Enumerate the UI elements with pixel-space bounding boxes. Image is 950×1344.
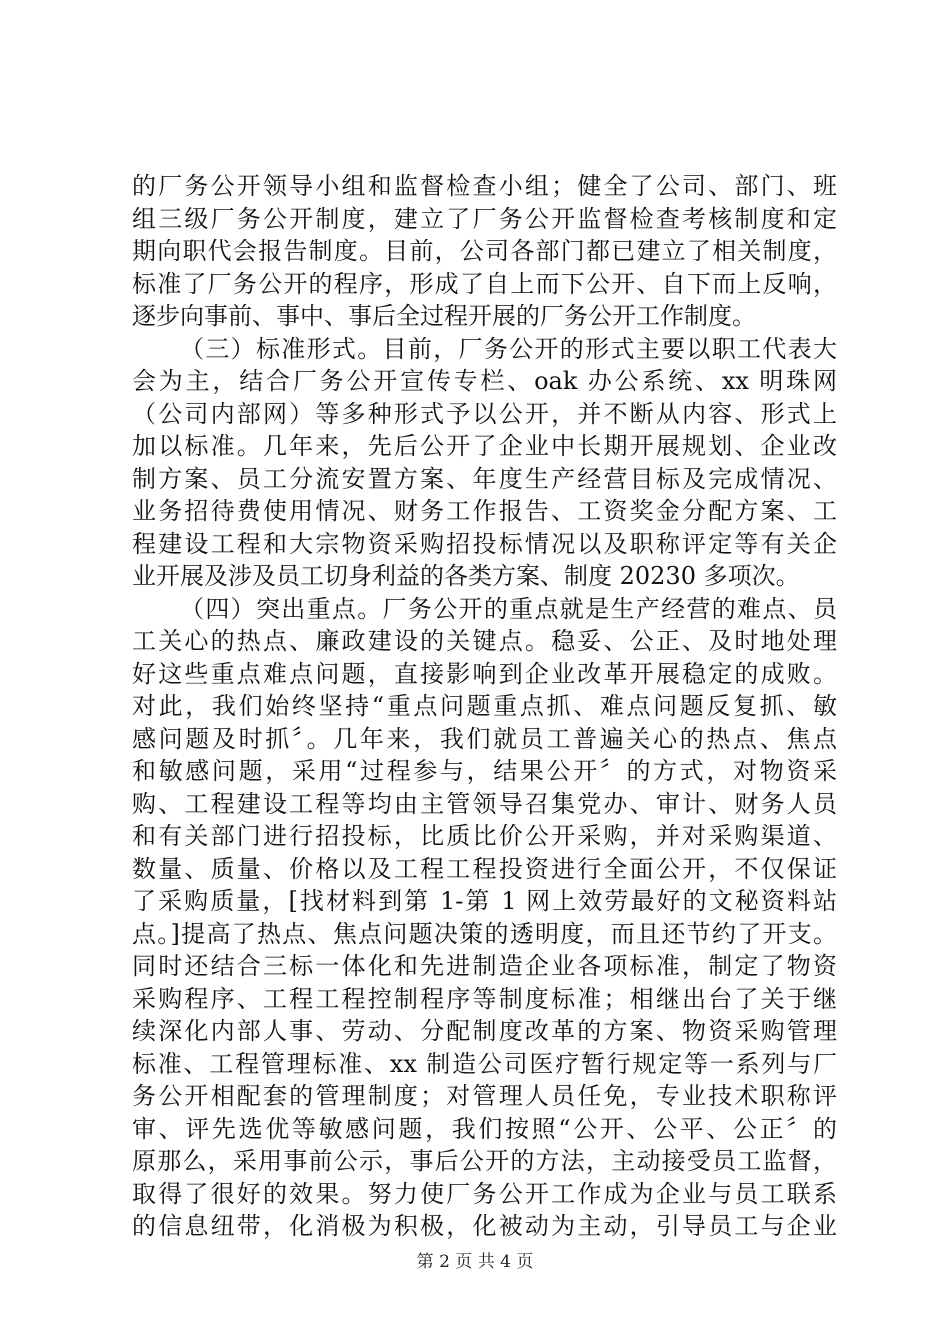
text-line: 业务招待费使用情况、财务工作报告、工资奖金分配方案、工: [132, 497, 837, 525]
page-footer: 第 2 页 共 4 页: [416, 1252, 534, 1272]
text-line: 标准、工程管理标准、xx 制造公司医疗暂行规定等一系列与厂: [132, 1049, 837, 1078]
text-line: 续深化内部人事、劳动、分配制度改革的方案、物资采购管理: [132, 1017, 837, 1045]
document-body: [132, 170, 837, 1243]
text-line: （四）突出重点。厂务公开的重点就是生产经营的难点、员: [180, 594, 837, 623]
text-line: 期向职代会报告制度。目前，公司各部门都已建立了相关制度，: [132, 237, 837, 265]
text-line: 制方案、员工分流安置方案、年度生产经营目标及完成情况、: [132, 464, 837, 493]
text-line: 组三级厂务公开制度，建立了厂务公开监督检查考核制度和定: [132, 204, 837, 233]
text-line: 购、工程建设工程等均由主管领导召集党办、审计、财务人员: [132, 789, 837, 818]
text-line: 逐步向事前、事中、事后全过程开展的厂务公开工作制度。: [132, 302, 756, 330]
text-line: 对此，我们始终坚持“重点问题重点抓、难点问题反复抓、敏: [132, 692, 837, 720]
text-line: 了采购质量，[找材料到第 1-第 1 网上效劳最好的文秘资料站: [132, 887, 837, 915]
text-line: 取得了很好的效果。努力使厂务公开工作成为企业与员工联系: [132, 1179, 837, 1208]
text-line: 原那么，采用事前公示，事后公开的方法，主动接受员工监督，: [132, 1147, 837, 1175]
text-line: 程建设工程和大宗物资采购招投标情况以及职称评定等有关企: [132, 529, 837, 558]
text-line: 同时还结合三标一体化和先进制造企业各项标准，制定了物资: [132, 952, 837, 980]
text-line: 加以标准。几年来，先后公开了企业中长期开展规划、企业改: [132, 432, 837, 460]
text-line: 数量、质量、价格以及工程工程投资进行全面公开，不仅保证: [132, 854, 837, 883]
text-line: 的厂务公开领导小组和监督检查小组；健全了公司、部门、班: [132, 172, 837, 200]
text-line: 好这些重点难点问题，直接影响到企业改革开展稳定的成败。: [132, 659, 837, 688]
text-line: 感问题及时抓〞。几年来，我们就员工普遍关心的热点、焦点: [132, 724, 837, 753]
text-line: 采购程序、工程工程控制程序等制度标准；相继出台了关于继: [132, 984, 837, 1013]
text-line: （公司内部网）等多种形式予以公开，并不断从内容、形式上: [132, 399, 837, 428]
text-line: 审、评先选优等敏感问题，我们按照“公开、公平、公正〞的: [132, 1114, 837, 1143]
text-line: （三）标准形式。目前，厂务公开的形式主要以职工代表大: [180, 334, 837, 363]
text-line: 点。]提高了热点、焦点问题决策的透明度，而且还节约了开支。: [132, 919, 837, 948]
text-line: 工关心的热点、廉政建设的关键点。稳妥、公正、及时地处理: [132, 627, 837, 655]
text-line: 的信息纽带，化消极为积极，化被动为主动，引导员工与企业: [132, 1212, 837, 1240]
text-line: 业开展及涉及员工切身利益的各类方案、制度 20230 多项次。: [132, 562, 800, 590]
text-line: 和敏感问题，采用“过程参与，结果公开〞的方式，对物资采: [132, 757, 837, 785]
text-line: 和有关部门进行招投标，比质比价公开采购，并对采购渠道、: [132, 822, 837, 850]
text-line: 务公开相配套的管理制度；对管理人员任免，专业技术职称评: [132, 1082, 837, 1110]
text-line: 标准了厂务公开的程序，形成了自上而下公开、自下而上反响，: [132, 269, 837, 298]
text-line: 会为主，结合厂务公开宣传专栏、oak 办公系统、xx 明珠网: [132, 367, 837, 395]
